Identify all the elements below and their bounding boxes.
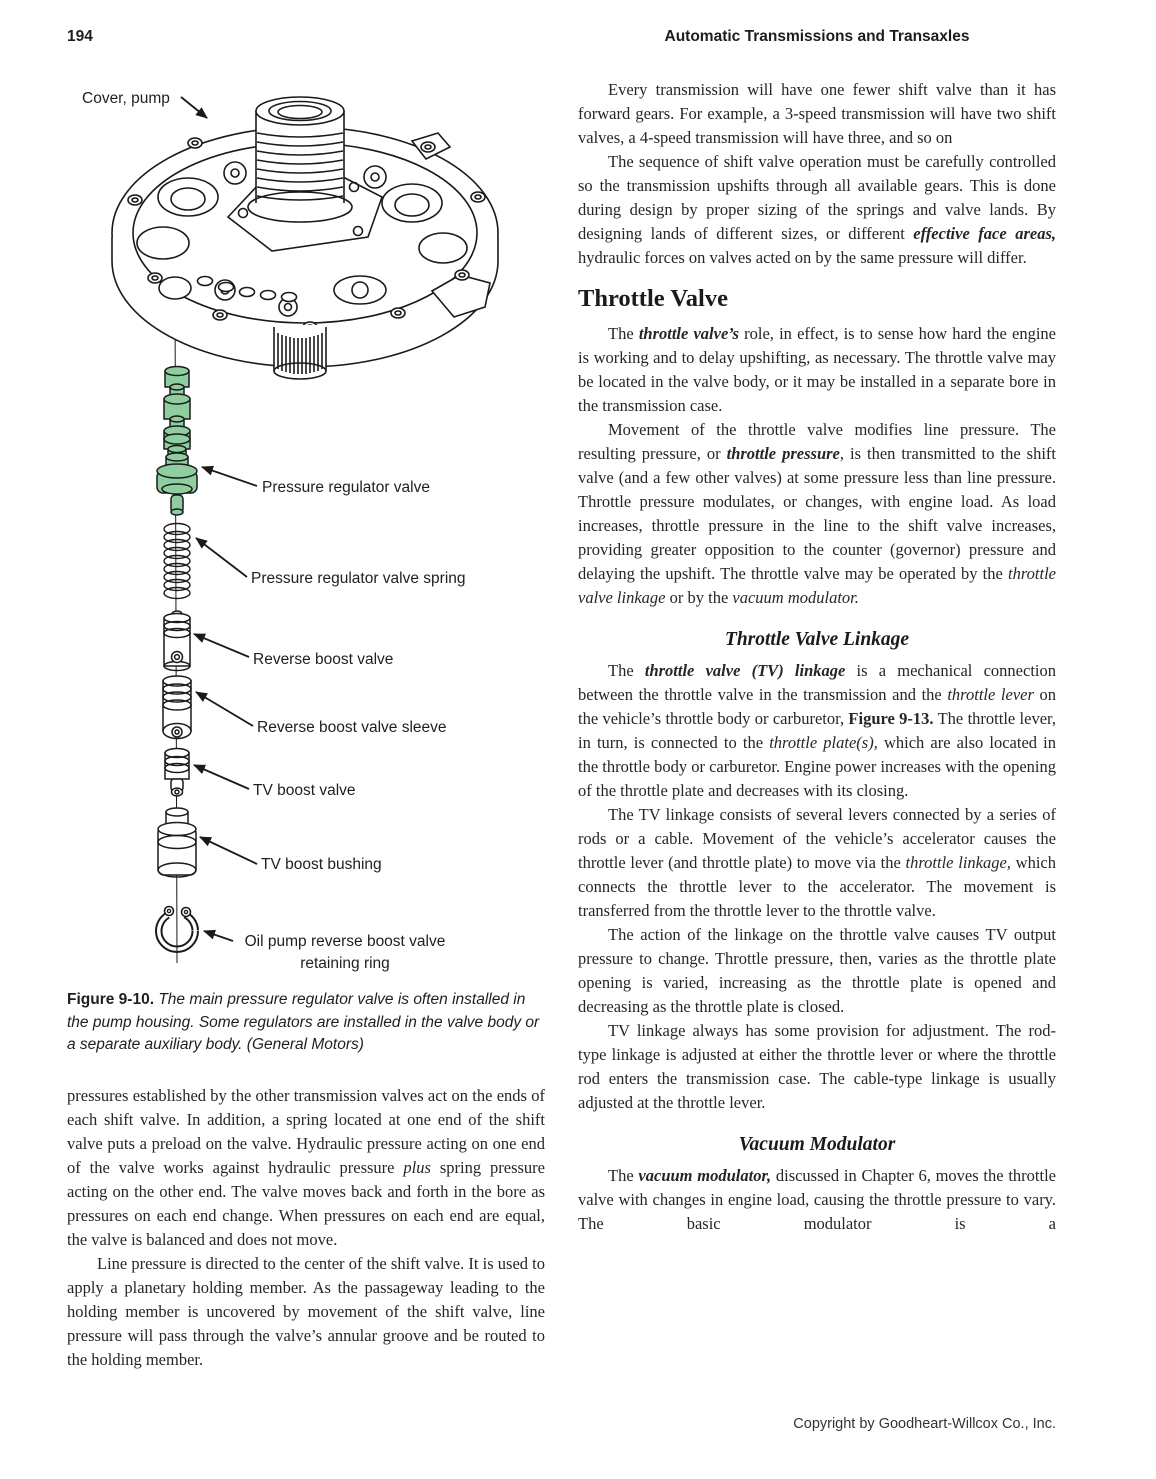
running-head: Automatic Transmissions and Transaxles (664, 28, 970, 45)
arrow-reverse-boost-valve (194, 634, 249, 657)
tv-boost-valve-part (165, 749, 189, 797)
figure-label-tv-boost-valve: TV boost valve (253, 782, 356, 799)
figure-label-tv-boost-bushing: TV boost bushing (261, 856, 382, 873)
figure-9-10 (60, 85, 545, 985)
right-paragraph-4: Movement of the throttle valve modifies line pressure. The resulting pressure, or throttle pressure, is then transmitted to the shift valve (and a few other valves) at some pressure less than line pressure. Throttle pressure modulates, or changes, with engine load. As load increases, throttle pressure in the line to the shift valve increases, providing greater opposition to the counter (governor) pressure and delaying the upshift. The throttle valve may be operated by the throttle valve linkage or by the vacuum modulator. (578, 420, 1056, 607)
arrow-retaining-ring (204, 931, 233, 941)
heading-throttle-valve: Throttle Valve (578, 285, 728, 312)
left-paragraph-2: Line pressure is directed to the center of the shift valve. It is used to apply a planetary holding member. As the passageway leading to the holding member is uncovered by movement of the shift valve, line pressure will pass through the valve’s annular groove and be routed to the holding member. (67, 1253, 545, 1369)
arrow-cover-pump (181, 97, 207, 118)
figure-label-cover-pump: Cover, pump (82, 90, 170, 107)
reverse-boost-valve-sleeve-part (163, 676, 191, 739)
figure-label-pressure-regulator-valve: Pressure regulator valve (262, 479, 430, 496)
right-paragraph-3: The throttle valve’s role, in effect, is to sense how hard the engine is working and to delay upshifting, as necessary. The throttle valve may be located in the valve body, or it may be installed in a separate bore in the transmission case. (578, 324, 1056, 415)
heading-throttle-valve-linkage: Throttle Valve Linkage (724, 629, 910, 650)
arrow-tv-boost-valve (194, 765, 249, 789)
right-paragraph-6: The TV linkage consists of several levers connected by a series of rods or a cable. Movement of the vehicle’s accelerator causes the throttle lever (and throttle plate) to move via the throttle linkage, which connects the throttle lever to the accelerator. The movement is transferred from the throttle lever to the throttle valve. (578, 805, 1056, 920)
heading-vacuum-modulator: Vacuum Modulator (738, 1134, 896, 1155)
left-paragraph-1: pressures established by the other transmission valves act on the ends of each shift valve. In addition, a spring located at one end of the shift valve puts a preload on the valve. Hydraulic pressure acting on one end of the valve works against hydraulic pressure plus spring pressure acting on the other end. The valve moves back and forth in the bore as pressures on each end change. When pressures on each end are equal, the valve is balanced and does not move. (67, 1085, 545, 1249)
right-column (578, 78, 1056, 1236)
right-paragraph-1: Every transmission will have one fewer shift valve than it has forward gears. For example, a 3-speed transmission will have two shift valves, a 4-speed transmission will have three, and so on (578, 80, 1056, 147)
arrow-spring (196, 538, 247, 577)
page-number: 194 (67, 28, 93, 45)
right-paragraph-9: The vacuum modulator, discussed in Chapter 6, moves the throttle valve with changes in engine load, causing the throttle pressure to vary. The basic modulator is a (578, 1166, 1057, 1233)
right-paragraph-5: The throttle valve (TV) linkage is a mechanical connection between the throttle valve in the transmission and the throttle lever on the vehicle’s throttle body or carburetor, Figure 9-13. The throttle lever, in turn, is connected to the throttle plate(s), which are also located in the throttle body or carburetor. Engine power increases with the opening of the throttle plate and decreases with its closing. (578, 661, 1057, 800)
right-paragraph-7: The action of the linkage on the throttle valve causes TV output pressure to change. Throttle pressure, then, varies as the throttle plate opening is varied, increasing as the throttle plate is opened and decreasing as the throttle plate is closed. (578, 925, 1056, 1016)
arrow-tv-boost-bushing (200, 837, 257, 864)
figure-label-retaining-ring-line2: retaining ring (300, 955, 390, 972)
left-column (67, 85, 545, 1372)
tv-boost-bushing-part (158, 808, 196, 877)
pump-cover-illustration (60, 85, 560, 985)
pressure-regulator-valve-spring-part (164, 524, 190, 599)
copyright-notice: Copyright by Goodheart-Willcox Co., Inc. (793, 1416, 1056, 1432)
figure-label-reverse-boost-valve-sleeve: Reverse boost valve sleeve (257, 719, 447, 736)
splined-shaft (274, 325, 326, 379)
right-paragraph-2: The sequence of shift valve operation must be carefully controlled so the transmission upshifts through all available gears. This is done during design by proper sizing of the springs and valve lands. By designing lands of different sizes, or different effective face areas, hydraulic forces on valves acted on by the same pressure will differ. (578, 152, 1056, 267)
figure-caption: Figure 9-10. The main pressure regulator valve is often installed in the pump housing. Some regulators are installed in the valve body or a separate auxiliary body. (General Motors) (67, 991, 540, 1053)
reverse-boost-valve-part (164, 611, 190, 671)
arrow-reverse-boost-valve-sleeve (196, 692, 253, 726)
figure-label-pressure-regulator-valve-spring: Pressure regulator valve spring (251, 570, 466, 587)
figure-label-retaining-ring-line1: Oil pump reverse boost valve (244, 933, 446, 950)
pump-cover-drawing (112, 97, 498, 379)
figure-label-reverse-boost-valve: Reverse boost valve (253, 651, 394, 668)
arrow-pressure-regulator-valve (202, 467, 257, 486)
pressure-regulator-valve-part (157, 367, 197, 516)
right-paragraph-8: TV linkage always has some provision for adjustment. The rod-type linkage is adjusted at either the throttle lever or where the throttle rod enters the transmission case. The cable-type linkage is usually adjusted at the throttle lever. (578, 1021, 1056, 1112)
